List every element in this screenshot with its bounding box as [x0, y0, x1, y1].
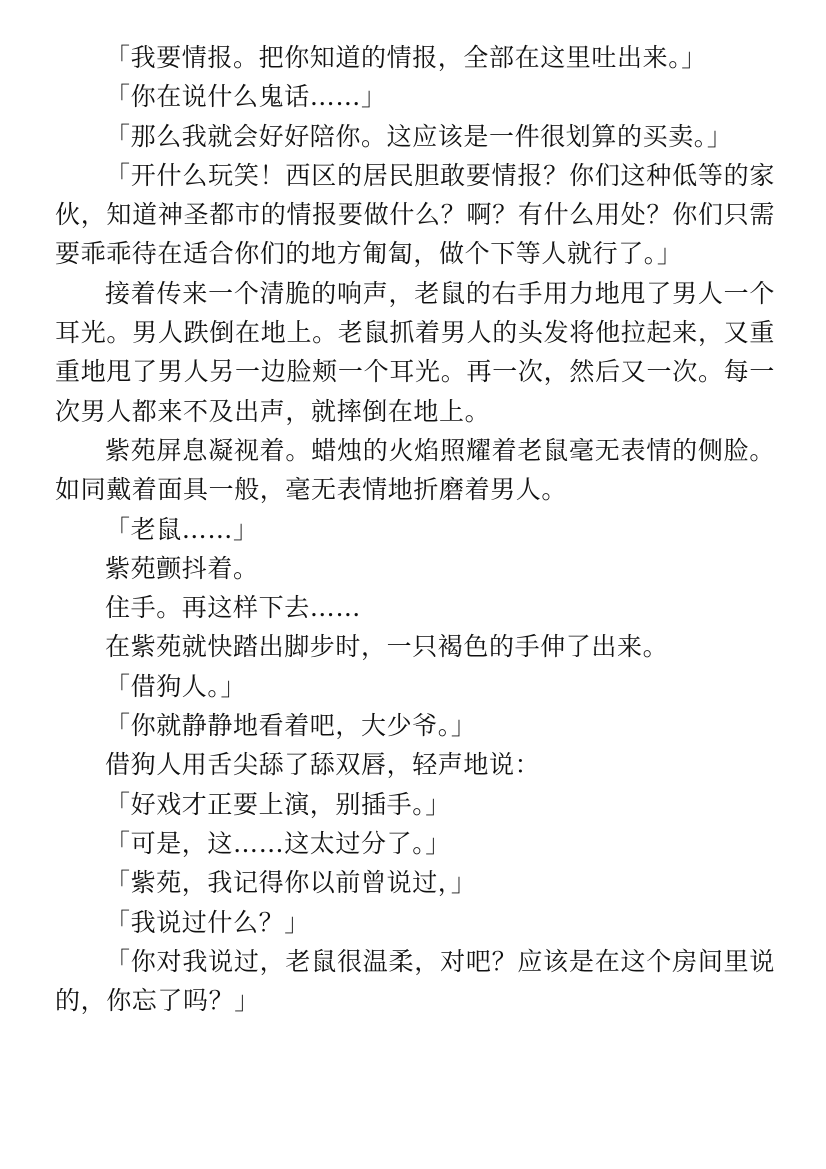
paragraph-6: 紫苑屏息凝视着。蜡烛的火焰照耀着老鼠毫无表情的侧脸。如同戴着面具一般，毫无表情地折磨着男人。: [55, 435, 775, 505]
body-text: [55, 38, 775, 1020]
paragraph-8: 紫苑颤抖着。: [105, 553, 259, 583]
paragraph-14: 「好戏才正要上演，别插手。」: [105, 789, 451, 819]
paragraph-5: 接着传来一个清脆的响声，老鼠的右手用力地甩了男人一个耳光。男人跌倒在地上。老鼠抓着男人的头发将他拉起来，又重重地甩了男人另一边脸颊一个耳光。再一次，然后又一次。每一次男人都来不及出声，就摔倒在地上。: [55, 278, 775, 426]
paragraph-7: 「老鼠……」: [105, 514, 259, 544]
paragraph-11: 「借狗人。」: [105, 671, 247, 701]
paragraph-9: 住手。再这样下去……: [105, 593, 362, 623]
paragraph-15: 「可是，这……这太过分了。」: [105, 828, 451, 858]
paragraph-3: 「那么我就会好好陪你。这应该是一件很划算的买卖。」: [105, 121, 733, 151]
paragraph-10: 在紫苑就快踏出脚步时，一只褐色的手伸了出来。: [105, 632, 669, 662]
paragraph-16: 「紫苑，我记得你以前曾说过，」: [105, 868, 477, 898]
paragraph-1: 「我要情报。把你知道的情报，全部在这里吐出来。」: [105, 43, 707, 72]
paragraph-12: 「你就静静地看着吧，大少爷。」: [105, 711, 477, 741]
paragraph-18: 「你对我说过，老鼠很温柔，对吧？应该是在这个房间里说的，你忘了吗？」: [55, 946, 775, 1016]
paragraph-2: 「你在说什么鬼话……」: [105, 82, 387, 112]
paragraph-4: 「开什么玩笑！西区的居民胆敢要情报？你们这种低等的家伙，知道神圣都市的情报要做什么？啊？有什么用处？你们只需要乖乖待在适合你们的地方匍匐，做个下等人就行了。」: [55, 160, 775, 269]
paragraph-17: 「我说过什么？」: [105, 907, 310, 937]
paragraph-13: 借狗人用舌尖舔了舔双唇，轻声地说：: [105, 750, 541, 780]
